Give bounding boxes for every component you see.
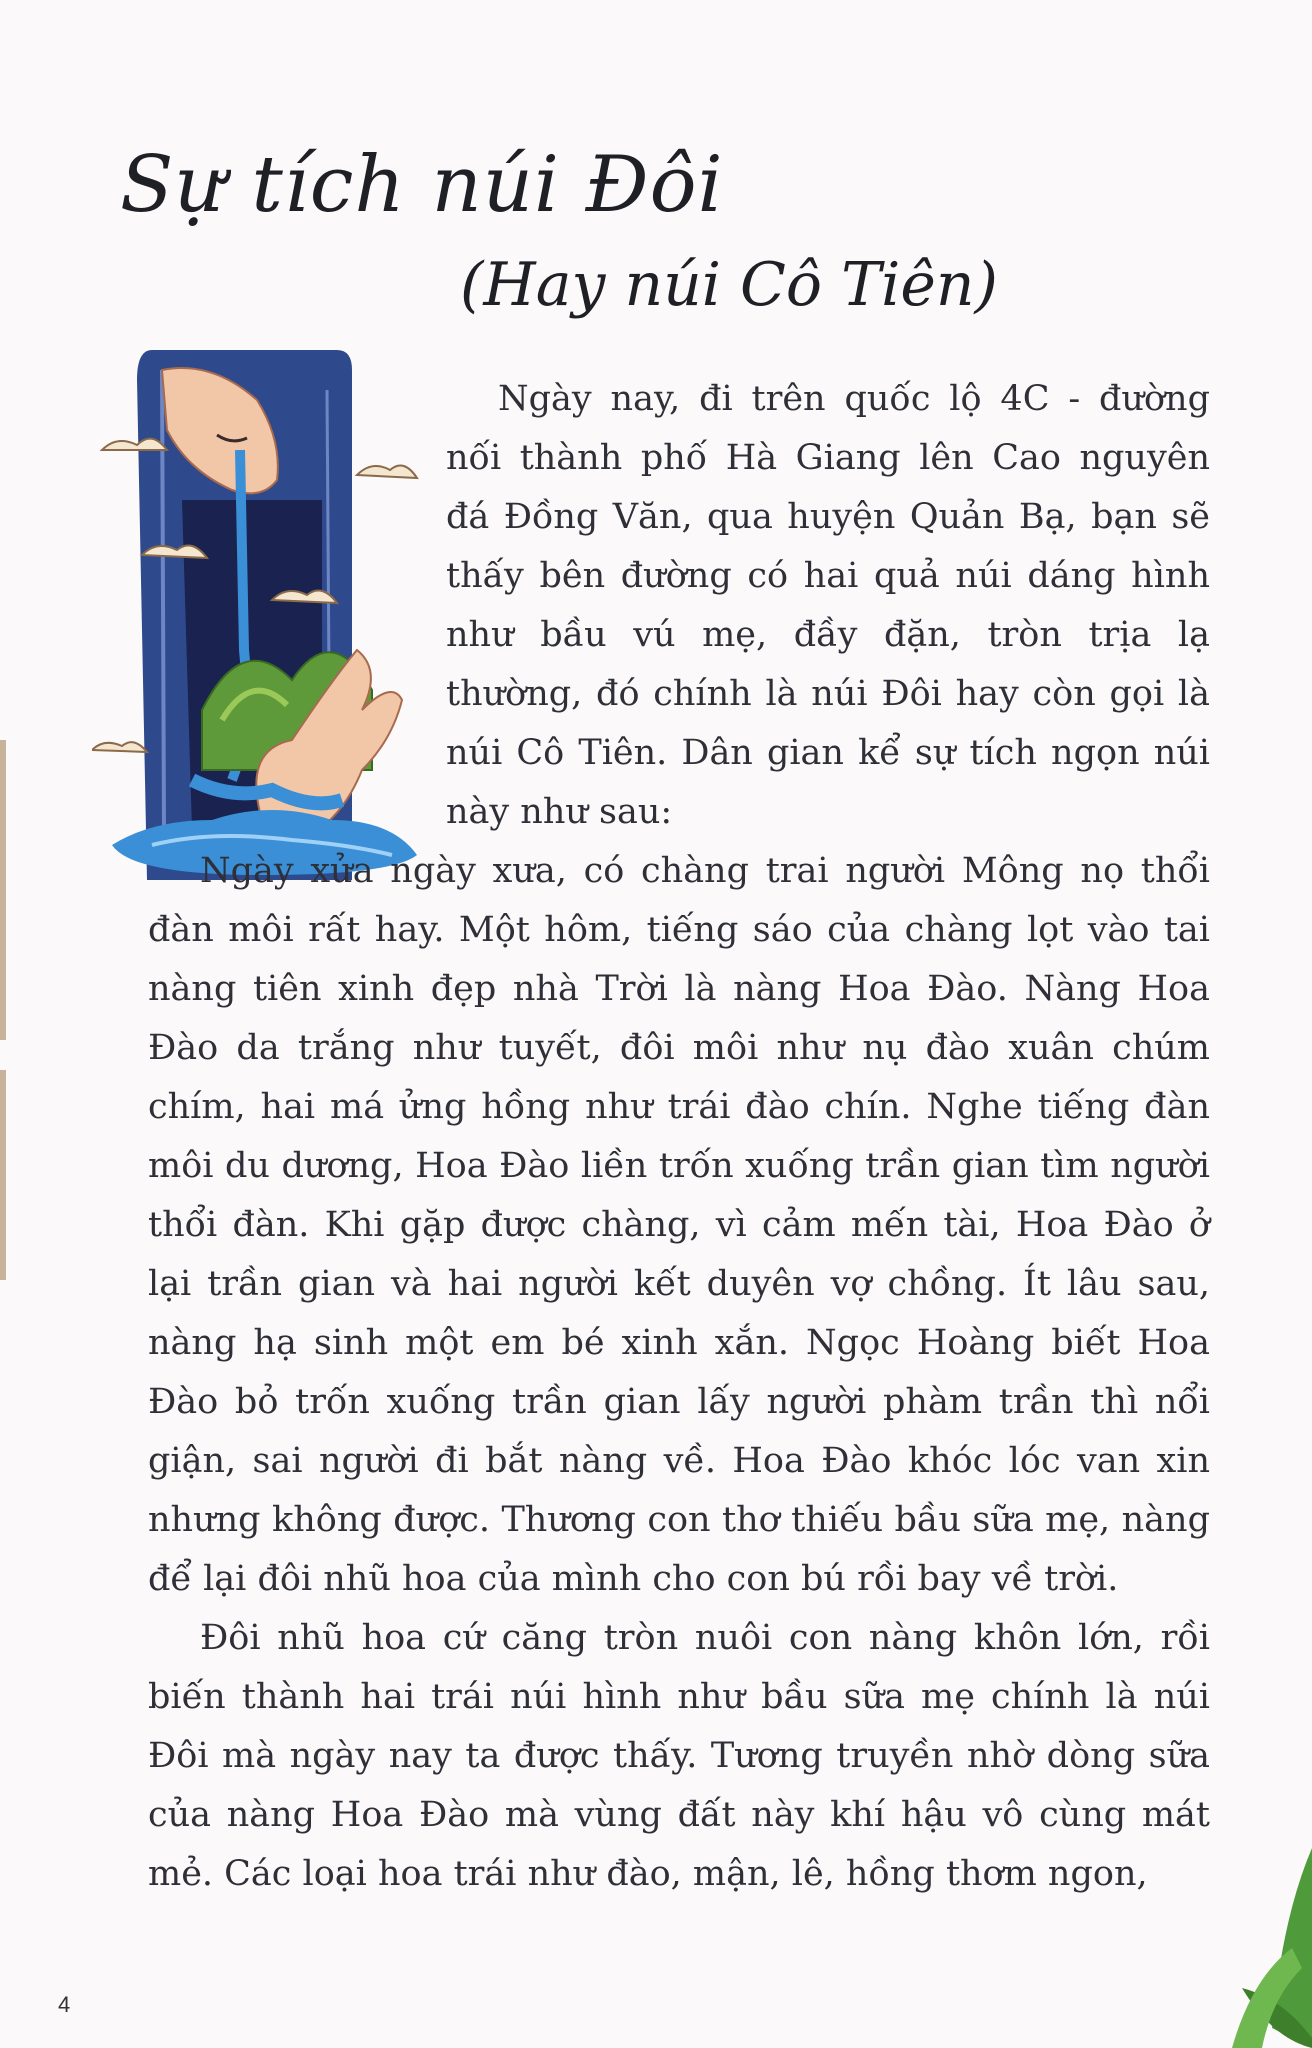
illustration-wrap-space [88,370,428,840]
story-subtitle: (Hay núi Cô Tiên) [460,250,998,320]
story-body [148,370,1210,1904]
page-number: 4 [58,1992,71,2017]
page-edge-mark [0,740,6,1040]
bamboo-leaf-decoration [1192,1828,1312,2048]
story-paragraph-1: Ngày nay, đi trên quốc lộ 4C - đường nối thành phố Hà Giang lên Cao nguyên đá Đồng Văn, qua huyện Quản Bạ, bạn sẽ thấy bên đường có hai quả núi dáng hình như bầu vú mẹ, đầy đặn, tròn trịa lạ thường, đó chính là núi Đôi hay còn gọi là núi Cô Tiên. Dân gian kể sự tích ngọn núi này như sau: [446,379,1210,832]
story-title: Sự tích núi Đôi [120,140,724,230]
story-paragraph-3: Đôi nhũ hoa cứ căng tròn nuôi con nàng khôn lớn, rồi biến thành hai trái núi hình như bầu sữa mẹ chính là núi Đôi mà ngày nay ta được thấy. Tương truyền nhờ dòng sữa của nàng Hoa Đào mà vùng đất này khí hậu vô cùng mát mẻ. Các loại hoa trái như đào, mận, lê, hồng thơm ngon, [148,1618,1210,1894]
story-paragraph-2: Ngày xửa ngày xưa, có chàng trai người Mông nọ thổi đàn môi rất hay. Một hôm, tiếng sáo của chàng lọt vào tai nàng tiên xinh đẹp nhà Trời là nàng Hoa Đào. Nàng Hoa Đào da trắng như tuyết, đôi môi như nụ đào xuân chúm chím, hai má ửng hồng như trái đào chín. Nghe tiếng đàn môi du dương, Hoa Đào liền trốn xuống trần gian tìm người thổi đàn. Khi gặp được chàng, vì cảm mến tài, Hoa Đào ở lại trần gian và hai người kết duyên vợ chồng. Ít lâu sau, nàng hạ sinh một em bé xinh xắn. Ngọc Hoàng biết Hoa Đào bỏ trốn xuống trần gian lấy người phàm trần thì nổi giận, sai người đi bắt nàng về. Hoa Đào khóc lóc van xin nhưng không được. Thương con thơ thiếu bầu sữa mẹ, nàng để lại đôi nhũ hoa của mình cho con bú rồi bay về trời. [148,851,1210,1599]
page-edge-mark [0,1070,6,1280]
